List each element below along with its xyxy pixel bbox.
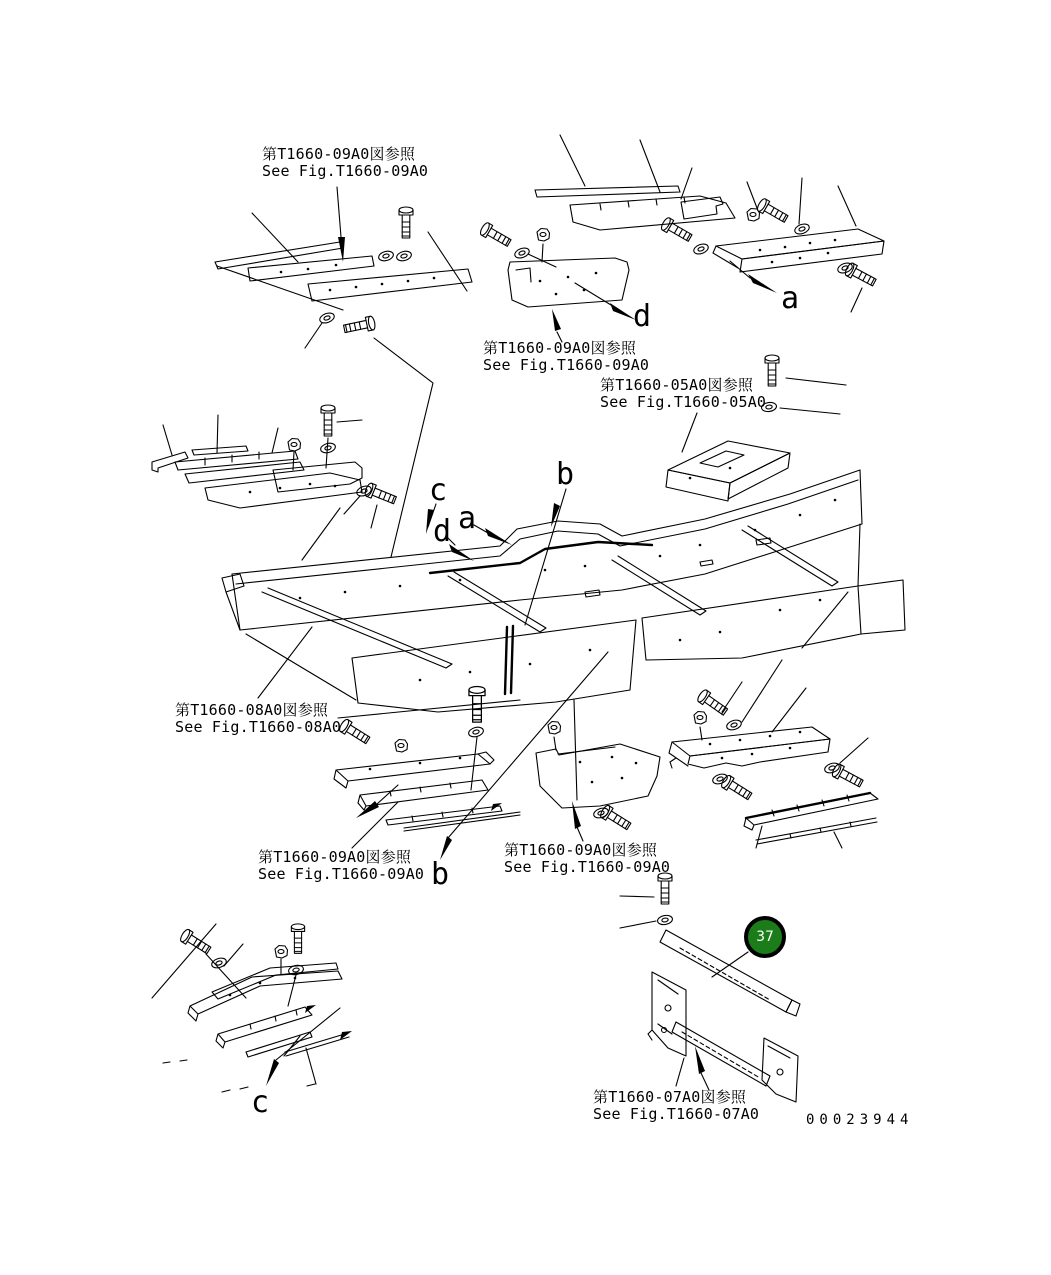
washer-icon — [823, 761, 840, 774]
bolt-icon — [399, 207, 413, 238]
nut-icon — [288, 439, 301, 452]
bolt-icon — [343, 316, 376, 336]
part-group-bottom-right — [669, 689, 878, 848]
callout-letter-a-top: a — [781, 281, 800, 316]
drawing-number: 00023944 — [806, 1112, 914, 1128]
bolt-icon — [756, 197, 790, 225]
part-balloon-number: 37 — [756, 929, 774, 945]
bolt-icon — [291, 924, 304, 953]
washer-icon — [468, 726, 485, 739]
washer-icon — [657, 914, 673, 925]
nut-icon — [548, 722, 561, 735]
callout-letter-c-bottom: c — [251, 1085, 270, 1120]
hardware-top-far-right — [761, 355, 846, 414]
figure-reference-top-middle — [483, 340, 649, 374]
washer-icon — [355, 484, 372, 498]
washer-icon — [210, 956, 227, 969]
washer-icon — [320, 442, 337, 455]
figure-reference-top-left — [262, 146, 428, 180]
figure-reference-en: See Fig.T1660-09A0 — [483, 356, 650, 374]
bolt-icon — [844, 262, 878, 289]
bolt-icon — [660, 216, 694, 244]
washer-icon — [396, 250, 413, 263]
washer-icon — [378, 250, 395, 263]
figure-reference-jp: 第T1660-09A0図参照 — [504, 841, 658, 859]
bolt-icon — [321, 405, 335, 436]
bolt-icon — [338, 718, 372, 746]
figure-reference-en: See Fig.T1660-09A0 — [504, 858, 671, 876]
bolt-icon — [696, 689, 729, 718]
bolt-icon — [479, 221, 513, 249]
bolt-icon — [599, 804, 633, 832]
washer-icon — [318, 311, 335, 325]
figure-reference-mid-left — [175, 702, 341, 736]
figure-reference-jp: 第T1660-05A0図参照 — [600, 376, 754, 394]
figure-reference-en: See Fig.T1660-09A0 — [262, 162, 429, 180]
washer-icon — [288, 964, 305, 976]
figure-reference-en: See Fig.T1660-08A0 — [175, 718, 342, 736]
figure-reference-jp: 第T1660-07A0図参照 — [593, 1088, 747, 1106]
figure-reference-en: See Fig.T1660-07A0 — [593, 1105, 760, 1123]
washer-icon — [793, 222, 810, 236]
washer-icon — [513, 246, 530, 260]
figure-reference-bottom-middle — [504, 842, 670, 876]
part-group-top-middle — [479, 135, 735, 342]
figure-reference-jp: 第T1660-08A0図参照 — [175, 701, 329, 719]
washer-icon — [725, 718, 742, 731]
callout-letter-d-top: d — [633, 299, 652, 334]
nut-icon — [395, 740, 408, 753]
bolt-icon — [720, 774, 754, 802]
figure-reference-top-right — [600, 377, 766, 411]
part-group-bracket-37 — [620, 873, 800, 1102]
bolt-icon — [831, 763, 865, 790]
bolt-icon — [179, 928, 213, 956]
nut-icon — [537, 229, 550, 242]
figure-reference-jp: 第T1660-09A0図参照 — [262, 145, 416, 163]
figure-reference-bottom-right — [593, 1089, 759, 1123]
part-group-bottom-left — [152, 924, 352, 1092]
callout-letter-d-mid: d — [433, 514, 452, 549]
washer-icon — [692, 242, 709, 256]
callout-letter-b-bottom: b — [431, 857, 450, 892]
callout-letter-a-mid: a — [458, 501, 477, 536]
figure-reference-en: See Fig.T1660-09A0 — [258, 865, 425, 883]
nut-icon — [275, 946, 288, 959]
part-group-bottom-middle — [536, 722, 660, 842]
bolt-icon — [765, 355, 779, 386]
figure-reference-jp: 第T1660-09A0図参照 — [258, 848, 412, 866]
bolt-icon — [658, 873, 672, 904]
washer-icon — [711, 772, 728, 785]
figure-reference-jp: 第T1660-09A0図参照 — [483, 339, 637, 357]
part-balloon[interactable] — [744, 916, 786, 958]
figure-reference-bottom-left — [258, 849, 424, 883]
figure-reference-en: See Fig.T1660-05A0 — [600, 393, 767, 411]
nut-icon — [694, 712, 707, 725]
part-group-mid-left — [152, 405, 398, 560]
callout-letter-c-mid: c — [429, 473, 448, 508]
callout-letter-b-mid: b — [556, 457, 575, 492]
